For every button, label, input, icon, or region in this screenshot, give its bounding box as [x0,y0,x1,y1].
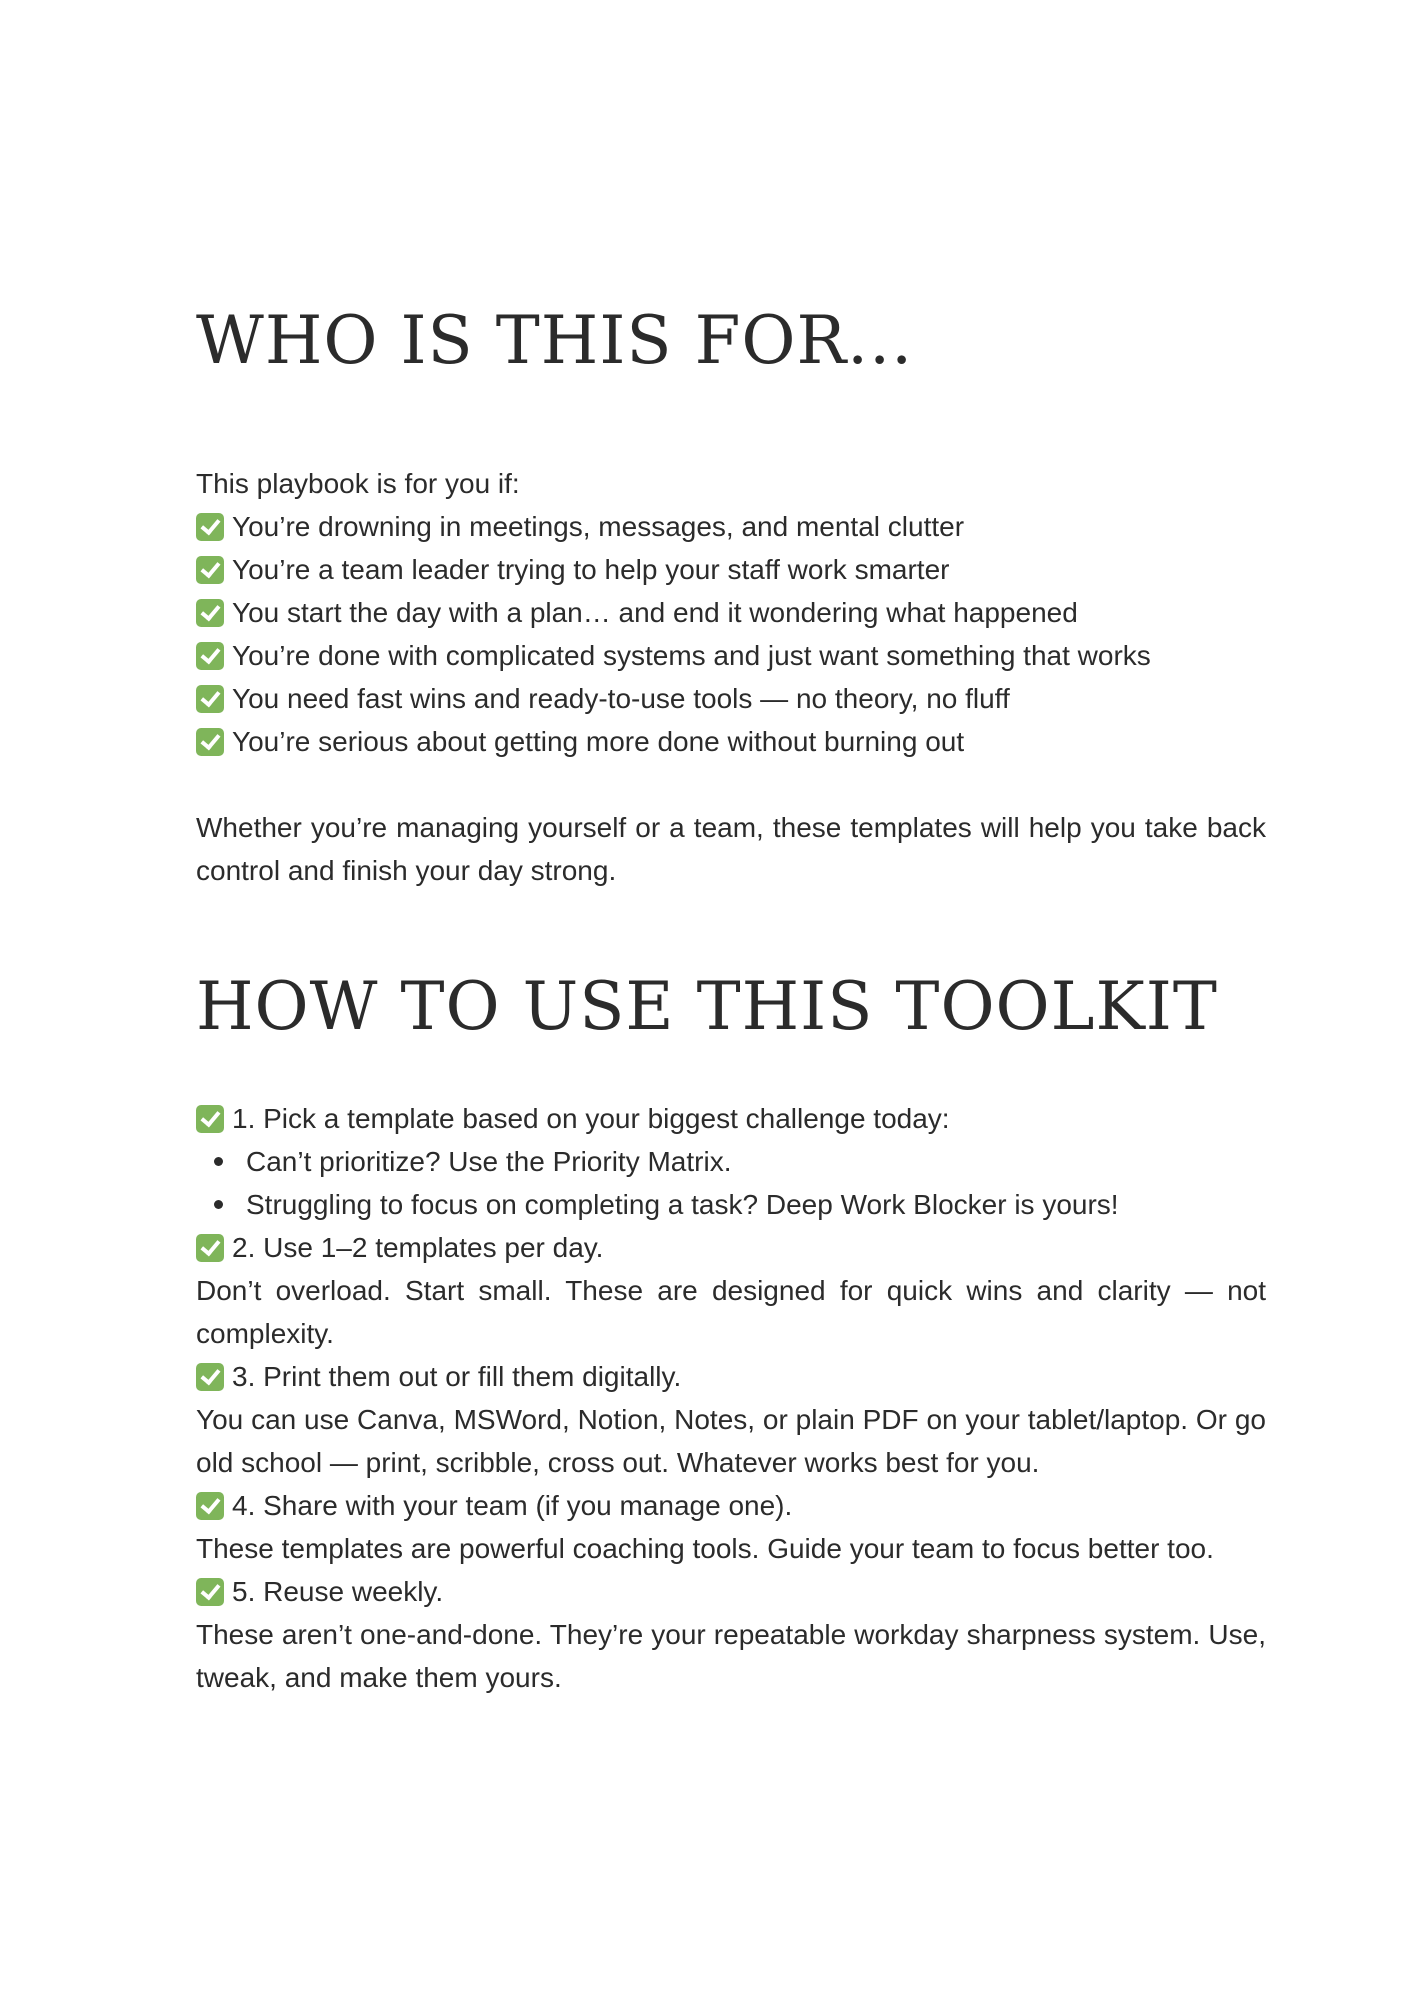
bullet-text: Can’t prioritize? Use the Priority Matrix. [246,1146,732,1177]
check-mark-icon [196,1105,224,1133]
check-mark-icon [196,556,224,584]
step-4-paragraph: These templates are powerful coaching tools. Guide your team to focus better too. [196,1533,1214,1564]
check-mark-icon [196,1363,224,1391]
step-4-text: 4. Share with your team (if you manage one). [232,1490,793,1521]
bullet-text: Struggling to focus on completing a task? Deep Work Blocker is yours! [246,1189,1119,1220]
step-5-text: 5. Reuse weekly. [232,1576,444,1607]
who-intro: This playbook is for you if: [196,468,520,499]
step-2 [196,1226,1266,1269]
spacer [196,763,1266,806]
step-2-text: 2. Use 1–2 templates per day. [232,1232,604,1263]
check-mark-icon [196,728,224,756]
who-heading: WHO IS THIS FOR... [196,302,914,379]
who-closing-paragraph: Whether you’re managing yourself or a team, these templates will help you take back control and finish your day strong. [196,812,1266,886]
bullet-icon [214,1157,223,1166]
who-section [196,462,1266,892]
step-1-text: 1. Pick a template based on your biggest challenge today: [232,1103,950,1134]
check-mark-icon [196,1578,224,1606]
bullet-item [196,1140,1266,1183]
check-mark-icon [196,513,224,541]
step-5 [196,1570,1266,1613]
check-mark-icon [196,1234,224,1262]
step-3 [196,1355,1266,1398]
list-item-text: You start the day with a plan… and end it wondering what happened [232,597,1078,628]
list-item [196,634,1266,677]
check-mark-icon [196,599,224,627]
bullet-icon [214,1200,223,1209]
list-item-text: You’re serious about getting more done without burning out [232,726,965,757]
check-mark-icon [196,1492,224,1520]
bullet-item [196,1183,1266,1226]
list-item [196,720,1266,763]
check-mark-icon [196,642,224,670]
list-item-text: You’re drowning in meetings, messages, and mental clutter [232,511,965,542]
how-section [196,1097,1266,1699]
list-item [196,505,1266,548]
check-mark-icon [196,685,224,713]
step-2-paragraph: Don’t overload. Start small. These are designed for quick wins and clarity — not complexity. [196,1275,1266,1349]
how-heading: HOW TO USE THIS TOOLKIT [196,968,1218,1045]
step-3-text: 3. Print them out or fill them digitally. [232,1361,682,1392]
list-item [196,677,1266,720]
list-item-text: You’re done with complicated systems and just want something that works [232,640,1151,671]
list-item [196,591,1266,634]
list-item [196,548,1266,591]
step-3-paragraph: You can use Canva, MSWord, Notion, Notes, or plain PDF on your tablet/laptop. Or go old school — print, scribble, cross out. Whatever works best for you. [196,1404,1266,1478]
step-4 [196,1484,1266,1527]
list-item-text: You need fast wins and ready-to-use tools — no theory, no fluff [232,683,1010,714]
list-item-text: You’re a team leader trying to help your staff work smarter [232,554,950,585]
step-5-paragraph: These aren’t one-and-done. They’re your repeatable workday sharpness system. Use, tweak, and make them yours. [196,1619,1266,1693]
step-1 [196,1097,1266,1140]
